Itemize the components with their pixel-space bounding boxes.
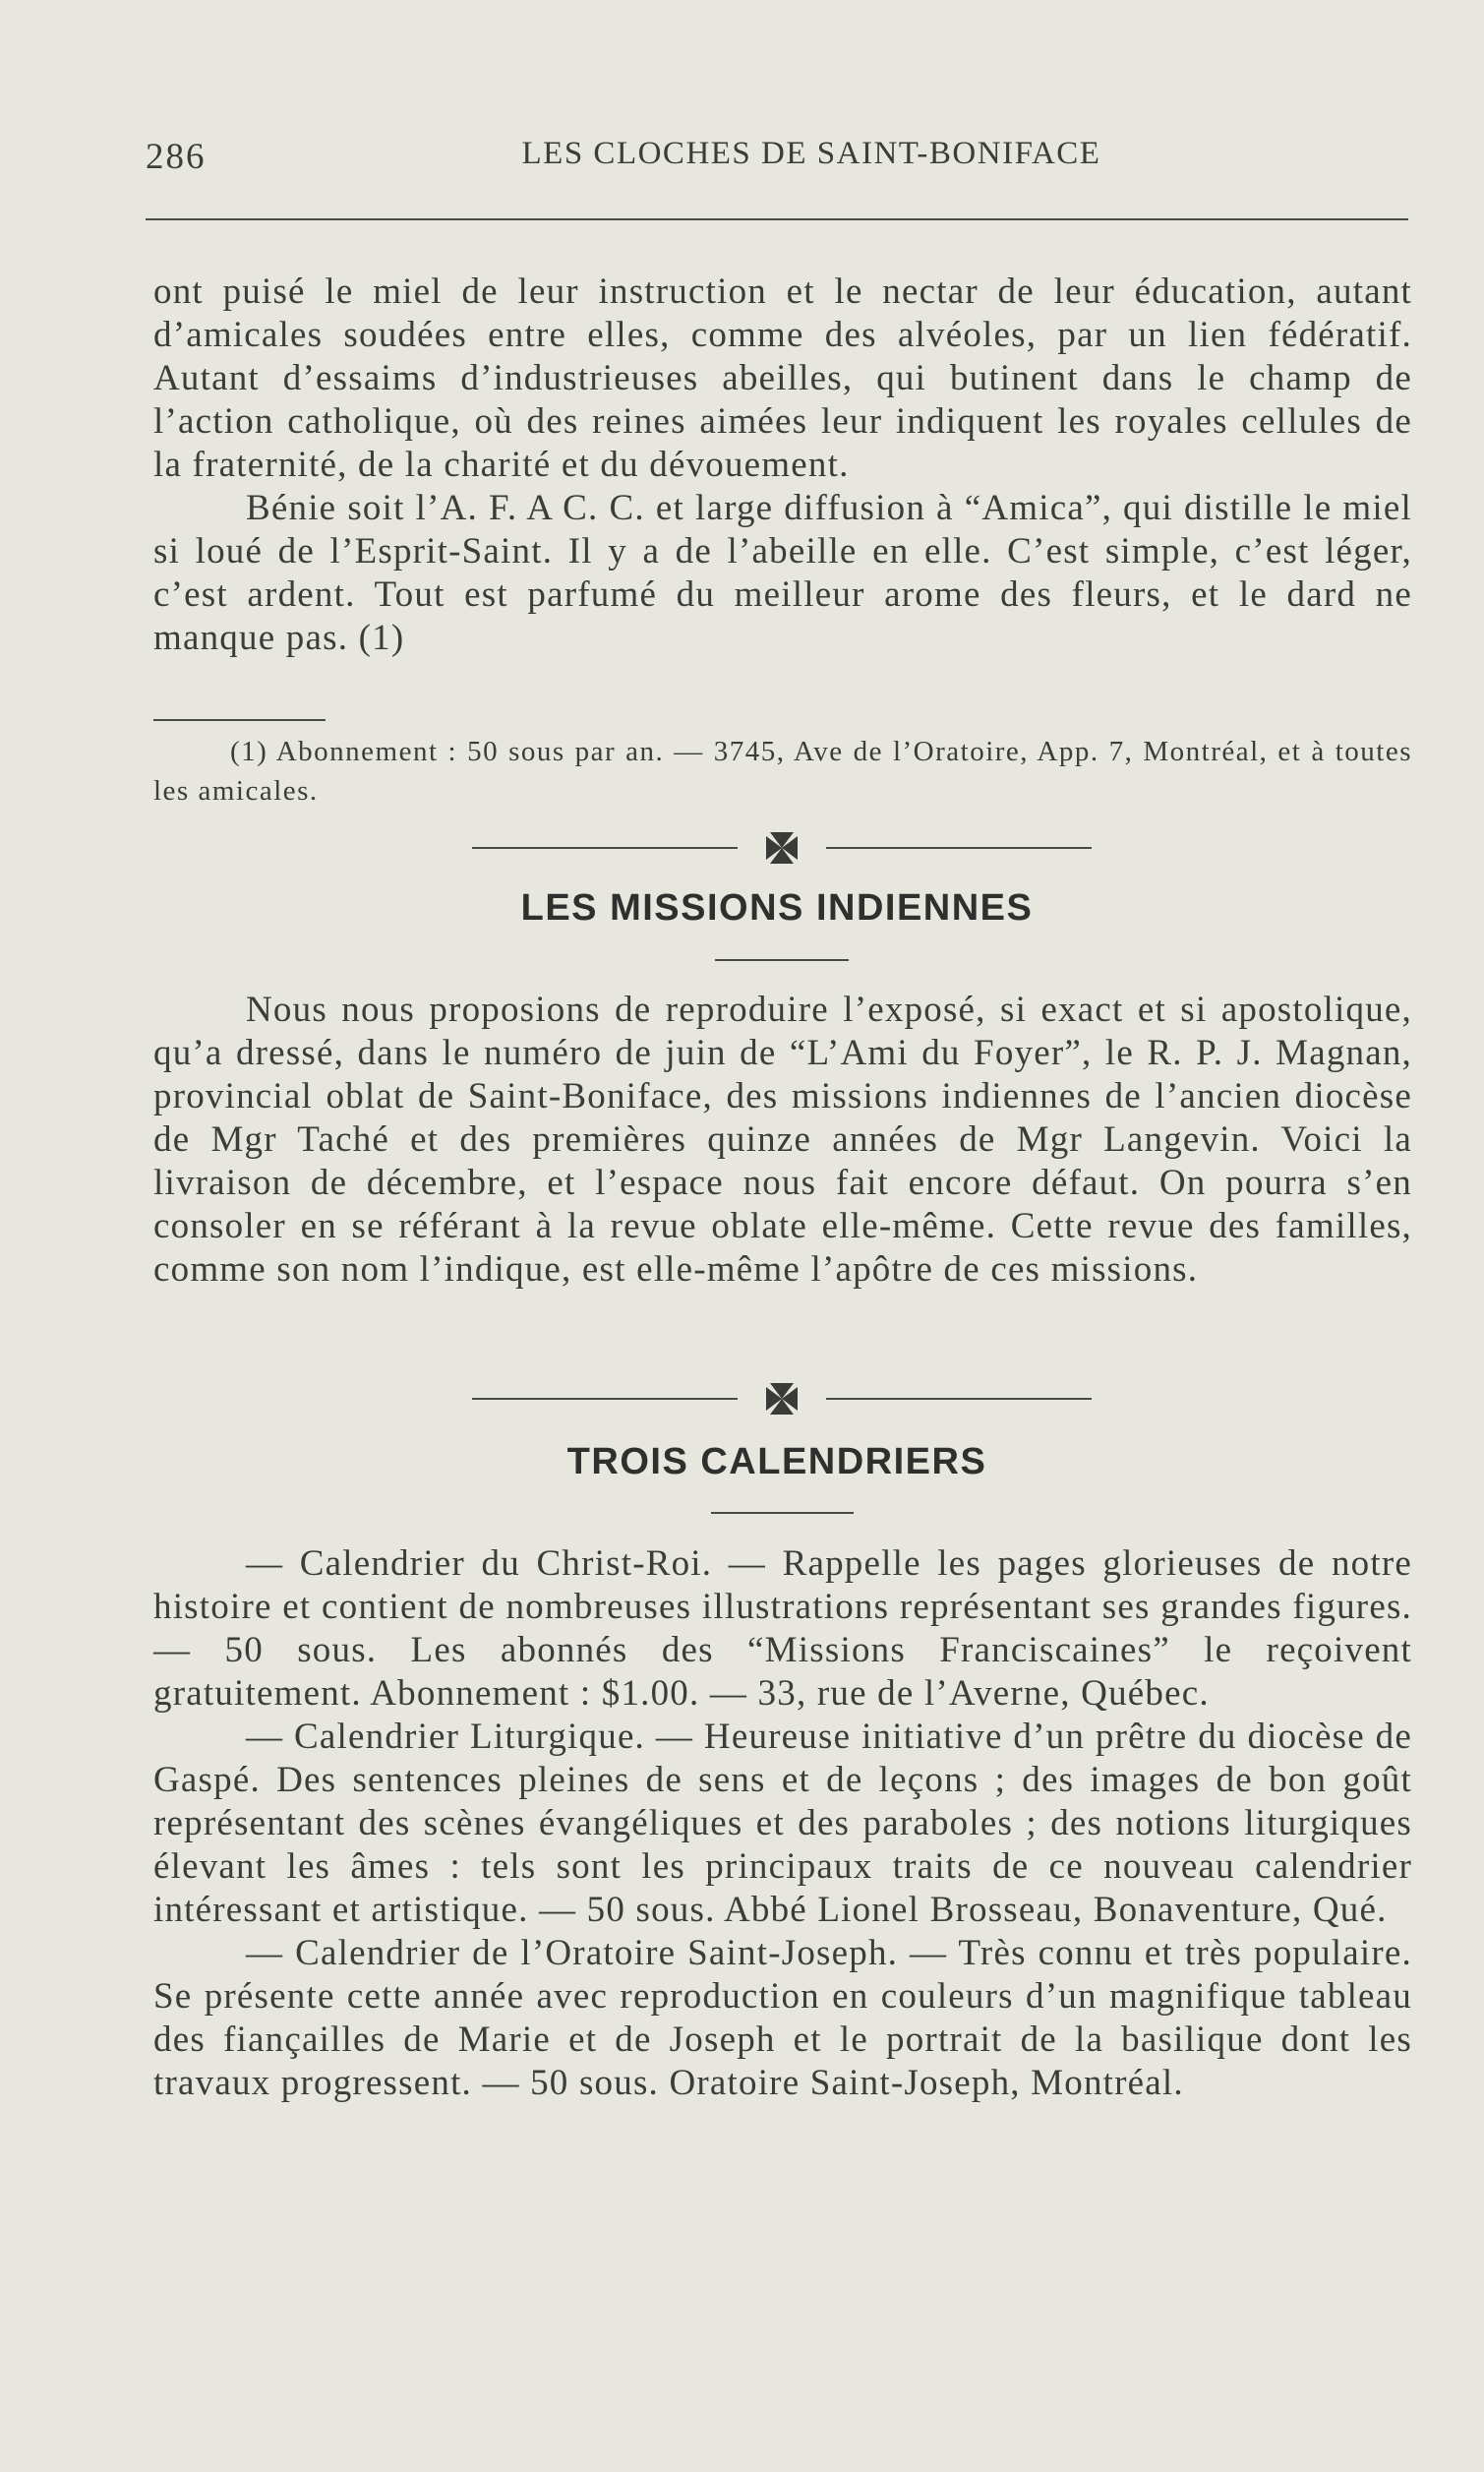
intro-paragraph-1: ont puisé le miel de leur instruction et le nectar de leur éducation, autant d’amicales soudées entre elles, comme des alvéoles, par un lien fédératif. Autant d’essaims d’industrieuses abeilles, qui butinent dans le champ de l’action catholique, où des reines aimées leur indiquent les royales cellules de la fraternité, de la charité et du dévouement. — [153, 271, 1412, 485]
running-title: LES CLOCHES DE SAINT-BONIFACE — [521, 136, 1101, 171]
page-number: 286 — [146, 137, 207, 177]
calendriers-section — [153, 1542, 1412, 2105]
heading-rule — [711, 1512, 854, 1514]
maltese-cross-icon — [764, 1379, 800, 1418]
footnote — [153, 732, 1412, 811]
missions-paragraph: Nous nous proposions de reproduire l’exposé, si exact et si apostolique, qu’a dressé, dans le numéro de juin de “L’Ami du Foyer”, le R. P. J. Magnan, provincial oblat de Saint-Boniface, des missions indiennes de l’ancien diocèse de Mgr Taché et des premières quinze années de Mgr Langevin. Voici la livraison de décembre, et l’espace nous fait encore défaut. On pourra s’en consoler en se référant à la revue oblate elle-même. Cette revue des familles, comme son nom l’indique, est elle-même l’apôtre de ces missions. — [153, 990, 1412, 1290]
calendar-item-christ-roi: — Calendrier du Christ-Roi. — Rappelle les pages glorieuses de notre histoire et contient de nombreuses illustrations représentant ses grandes figures. — 50 sous. Les abonnés des “Missions Franciscaines” le reçoivent gratuitement. Abonnement : $1.00. — 33, rue de l’Averne, Québec. — [153, 1543, 1412, 1714]
divider-line — [826, 847, 1092, 849]
section-divider — [472, 1379, 1092, 1418]
calendar-item-liturgique: — Calendrier Liturgique. — Heureuse initiative d’un prêtre du diocèse de Gaspé. Des sentences pleines de sens et de leçons ; des images de bon goût représentant des scènes évangéliques et des paraboles ; des notions liturgiques élevant les âmes : tels sont les principaux traits de ce nouveau calendrier intéressant et artistique. — 50 sous. Abbé Lionel Brosseau, Bonaventure, Qué. — [153, 1717, 1412, 1930]
calendriers-heading: TROIS CALENDRIERS — [566, 1441, 987, 1482]
missions-heading: LES MISSIONS INDIENNES — [520, 887, 1034, 929]
maltese-cross-icon — [764, 828, 800, 868]
heading-rule — [715, 959, 849, 961]
intro-paragraph-2: Bénie soit l’A. F. A C. C. et large diffusion à “Amica”, qui distille le miel si loué de l’Esprit-Saint. Il y a de l’abeille en elle. C’est simple, c’est léger, c’est ardent. Tout est parfumé du meilleur arome des fleurs, et le dard ne manque pas. (1) — [153, 488, 1412, 658]
divider-line — [826, 1398, 1092, 1400]
header-rule — [146, 218, 1408, 220]
section-divider — [472, 828, 1092, 868]
footnote-rule — [153, 719, 326, 721]
calendar-item-oratoire: — Calendrier de l’Oratoire Saint-Joseph. — Très connu et très populaire. Se présente cette année avec reproduction en couleurs d’un magnifique tableau des fiançailles de Marie et de Joseph et le portrait de la basilique dont les travaux progressent. — 50 sous. Oratoire Saint-Joseph, Montréal. — [153, 1933, 1412, 2103]
missions-section — [153, 989, 1412, 1292]
divider-line — [472, 847, 738, 849]
intro-section — [153, 271, 1412, 660]
footnote-text: (1) Abonnement : 50 sous par an. — 3745, Ave de l’Oratoire, App. 7, Montréal, et à toutes les amicales. — [153, 736, 1412, 807]
running-head — [146, 136, 1408, 185]
divider-line — [472, 1398, 738, 1400]
